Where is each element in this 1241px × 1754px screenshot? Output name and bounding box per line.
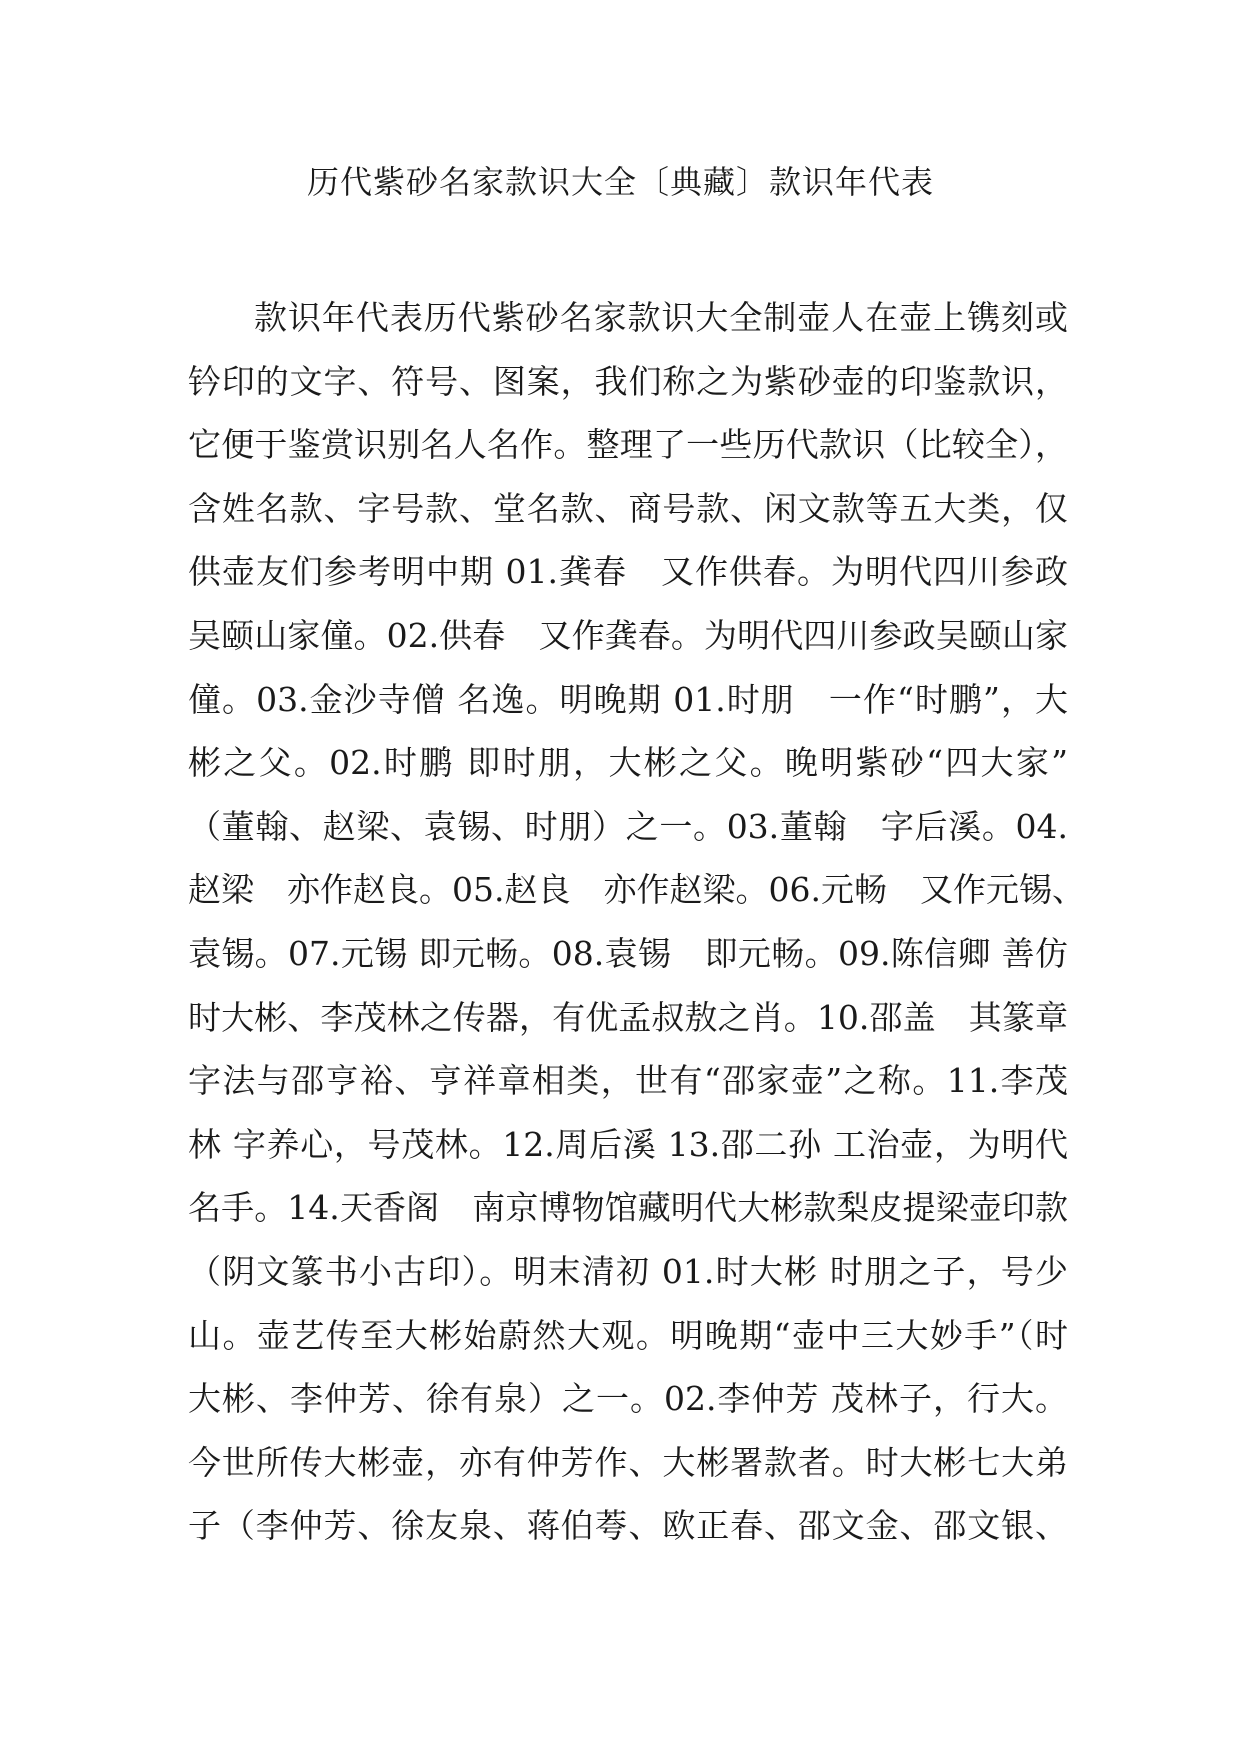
body-line: 僮。03.金沙寺僧 名逸。明晚期 01.时朋 一作“时鹏”，大 bbox=[188, 679, 1068, 719]
body-line: 时大彬、李茂林之传器，有优孟叔敖之肖。10.邵盖 其篆章 bbox=[188, 997, 1068, 1037]
document-title: 历代紫砂名家款识大全〔典藏〕款识年代表 bbox=[306, 163, 934, 201]
body-line: 今世所传大彬壶，亦有仲芳作、大彬署款者。时大彬七大弟 bbox=[188, 1442, 1068, 1482]
body-line: 山。壶艺传至大彬始蔚然大观。明晚期“壶中三大妙手”（时 bbox=[188, 1315, 1068, 1355]
body-line: 供壶友们参考明中期 01.龚春 又作供春。为明代四川参政 bbox=[188, 552, 1068, 592]
body-line: 字法与邵亨裕、亨祥章相类，世有“邵家壶”之称。11.李茂 bbox=[188, 1061, 1068, 1101]
body-line: 钤印的文字、符号、图案，我们称之为紫砂壶的印鉴款识， bbox=[188, 361, 1068, 401]
body-line: （董翰、赵梁、袁锡、时朋）之一。03.董翰 字后溪。04. bbox=[188, 806, 1068, 846]
body-line: 彬之父。02.时鹏 即时朋，大彬之父。晚明紫砂“四大家” bbox=[188, 743, 1068, 783]
body-line: 它便于鉴赏识别名人名作。整理了一些历代款识（比较全）， bbox=[188, 425, 1068, 465]
document-body bbox=[188, 286, 1085, 1558]
body-line: 袁锡。07.元锡 即元畅。08.袁锡 即元畅。09.陈信卿 善仿 bbox=[188, 933, 1068, 973]
body-line: 大彬、李仲芳、徐有泉）之一。02.李仲芳 茂林子，行大。 bbox=[188, 1379, 1068, 1419]
body-line: 赵梁 亦作赵良。05.赵良 亦作赵梁。06.元畅 又作元锡、 bbox=[188, 870, 1085, 910]
body-line: 子（李仲芳、徐友泉、蒋伯荂、欧正春、邵文金、邵文银、 bbox=[188, 1506, 1068, 1546]
body-line: 林 字养心，号茂林。12.周后溪 13.邵二孙 工治壶，为明代 bbox=[188, 1124, 1068, 1164]
body-line: 含姓名款、字号款、堂名款、商号款、闲文款等五大类，仅 bbox=[188, 488, 1068, 528]
body-line: 款识年代表历代紫砂名家款识大全制壶人在壶上镌刻或 bbox=[254, 298, 1068, 337]
body-line: 名手。14.天香阁 南京博物馆藏明代大彬款梨皮提梁壶印款 bbox=[188, 1188, 1068, 1228]
body-line: （阴文篆书小古印）。明末清初 01.时大彬 时朋之子，号少 bbox=[188, 1251, 1068, 1291]
body-line: 吴颐山家僮。02.供春 又作龚春。为明代四川参政吴颐山家 bbox=[188, 615, 1068, 655]
